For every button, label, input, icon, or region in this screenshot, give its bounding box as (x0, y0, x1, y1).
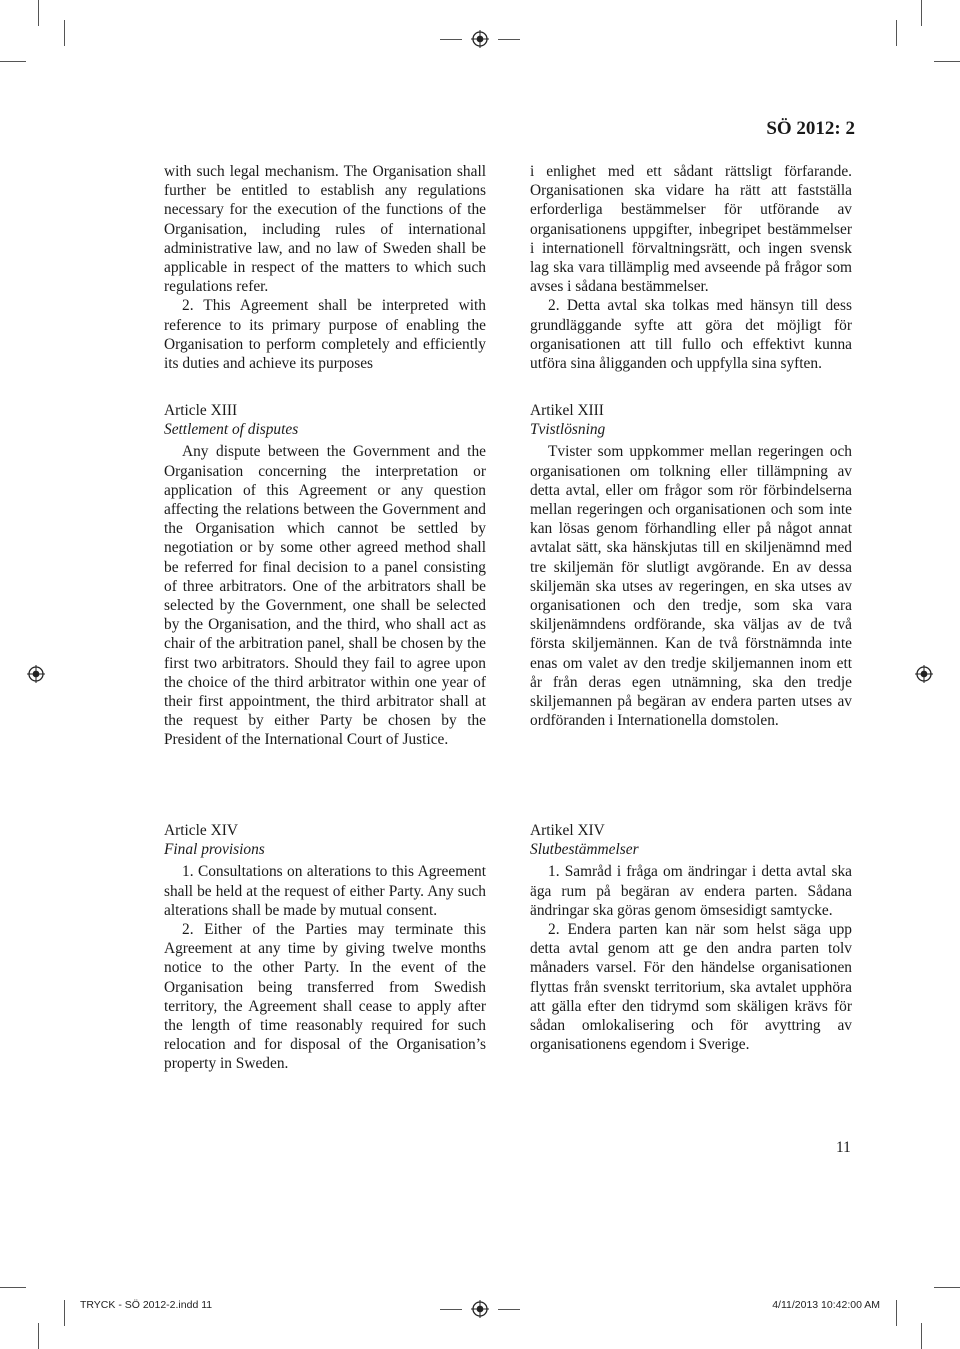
crop-mark (921, 0, 922, 26)
swedish-article-13 (530, 401, 852, 730)
crop-mark (38, 1323, 39, 1349)
registration-mark-icon (471, 30, 489, 48)
slug-filename: TRYCK - SÖ 2012-2.indd 11 (80, 1299, 213, 1311)
registration-mark-icon (471, 1300, 489, 1318)
crop-mark (64, 20, 65, 46)
paragraph: 2. Either of the Parties may terminate this Agreement at any time by giving twelve months notice to the other Party. In the event of the Organisation being transferred from Swedish territory, the Agreement shall cease to apply after the length of time reasonably required for such relocation and for disposal of the Organisation’s property in Sweden. (164, 921, 486, 1073)
page-number: 11 (836, 1139, 851, 1156)
paragraph: 2. Detta avtal ska tolkas med hänsyn till dess grundläggande syfte att göra det möjligt för organisationen att till fullo och effektivt kunna utföra sina åligganden och uppfylla sina syften. (530, 297, 852, 373)
article-subheading: Final provisions (164, 841, 265, 859)
paragraph: 1. Samråd i fråga om ändringar i detta avtal ska äga rum på begäran av endera parten. Sådana ändringar ska göras genom ömsesidigt samtycke. (530, 863, 852, 919)
article-subheading: Slutbestämmelser (530, 841, 639, 859)
crop-mark (440, 1309, 462, 1310)
crop-mark (896, 1300, 897, 1326)
crop-mark (498, 39, 520, 40)
article-heading: Artikel XIII (530, 402, 604, 419)
swedish-intro (530, 162, 852, 373)
crop-mark (64, 1300, 65, 1326)
registration-mark-icon (27, 665, 45, 683)
crop-mark (934, 1287, 960, 1288)
english-intro (164, 162, 486, 373)
paragraph: 2. Endera parten kan när som helst säga upp detta avtal genom att ge den andra parten tolv månaders varsel. För den händelse organisationen flyttas från svenskt territorium, ska avtalet upphöra att gälla efter den tidrymd som skäligen krävs för sådan omlokalisering och för avyttring av organisationens egendom i Sverige. (530, 921, 852, 1054)
article-heading: Article XIII (164, 402, 238, 419)
crop-mark (0, 1287, 26, 1288)
english-article-14 (164, 821, 486, 1074)
article-subheading: Tvistlösning (530, 421, 606, 439)
english-article-13 (164, 401, 486, 750)
paragraph: Tvister som uppkommer mellan regeringen och organisationen om tolkning eller tillämpning av detta avtal, eller om frågor som rör förbindelserna mellan regeringen och organisationen och som inte kan lösas genom förhandling eller på något annat avtalat sätt, ska hänskjutas till en skiljenämnd med tre skiljemän för slutligt avgörande. En av dessa skiljemän ska utses av regeringen, en ska utses av organisationen och den tredje, som ska vara skiljenämndens ordförande, ska väljas av de två första skiljemännen. Kan de två förstnämnda inte enas om valet av den tredje skiljemannen inom ett år från deras egen utnämning, ska den tredje skiljemannen på begäran av endera parten utses av ordföranden i Internationella domstolen. (530, 443, 852, 730)
article-heading: Artikel XIV (530, 822, 605, 839)
paragraph: i enlighet med ett sådant rättsligt förfarande. Organisationen ska vidare ha rätt att fastställa erforderliga bestämmelser för utförande av organisationens uppgifter, inbegripet bestämmelser i internationell förvaltningsrätt, och ingen svensk lag ska vara tillämplig med avseende på frågor som avses i sådana bestämmelser. (530, 163, 852, 296)
crop-mark (38, 0, 39, 26)
crop-mark (896, 20, 897, 46)
paragraph: 2. This Agreement shall be interpreted with reference to its primary purpose of enabling the Organisation to perform completely and efficiently its duties and achieve its purposes (164, 297, 486, 373)
slug-timestamp: 4/11/2013 10:42:00 AM (772, 1299, 880, 1311)
crop-mark (440, 39, 462, 40)
article-heading: Article XIV (164, 822, 238, 839)
crop-mark (498, 1309, 520, 1310)
crop-mark (921, 1323, 922, 1349)
swedish-article-14 (530, 821, 852, 1054)
paragraph: with such legal mechanism. The Organisation shall further be entitled to establish any regulations necessary for the execution of the functions of the Organisation, including rules of international administrative law, and no law of Sweden shall be applicable in respect of the matters to which such regulations refer. (164, 163, 486, 296)
crop-mark (934, 61, 960, 62)
article-subheading: Settlement of disputes (164, 421, 299, 439)
crop-mark (0, 61, 26, 62)
registration-mark-icon (915, 665, 933, 683)
paragraph: Any dispute between the Government and the Organisation concerning the interpretation or application of this Agreement or any question affecting the relations between the Government and the Organisation which cannot be settled by negotiation or by some other agreed method shall be referred for final decision to a panel consisting of three arbitrators. One of the arbitrators shall be selected by the Government, one shall be selected by the Organisation, and the third, who shall act as chair of the arbitration panel, shall be chosen by the first two arbitrators. Should they fail to agree upon the choice of the third arbitrator within one year of their first appointment, the third arbitrator shall at the request by either Party be chosen by the President of the International Court of Justice. (164, 443, 486, 749)
paragraph: 1. Consultations on alterations to this Agreement shall be held at the request of either Party. Any such alterations shall be made by mutual consent. (164, 863, 486, 919)
running-head: SÖ 2012: 2 (766, 118, 855, 139)
